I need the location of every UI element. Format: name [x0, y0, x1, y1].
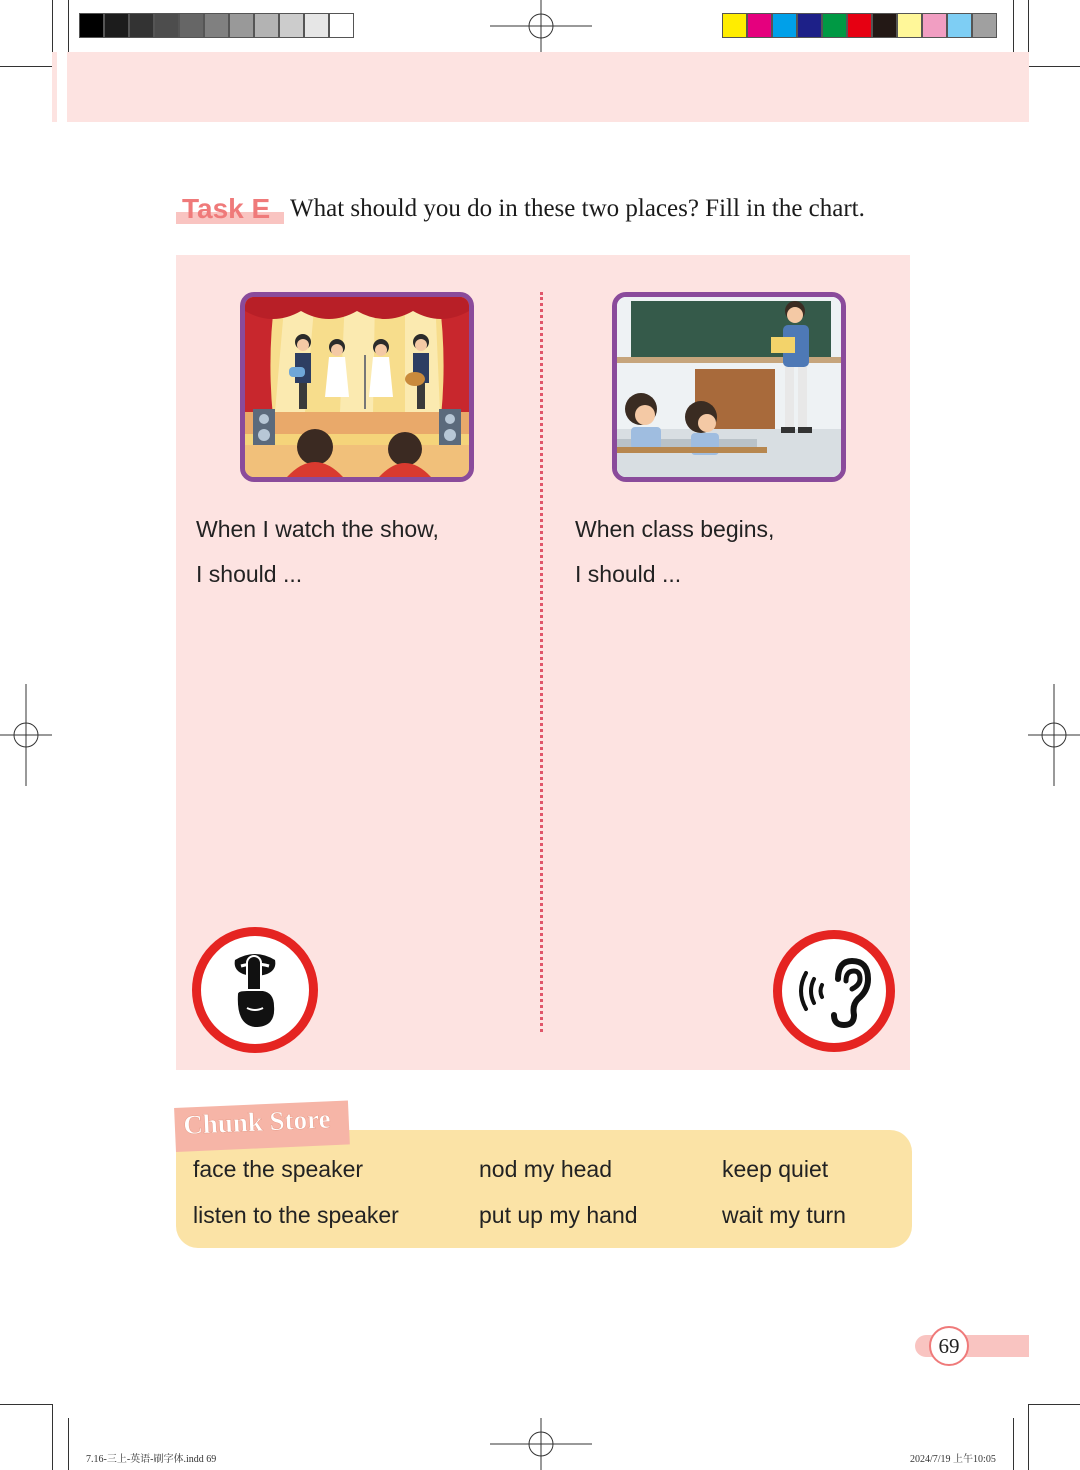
right-prompt-line-1: When class begins,: [575, 516, 775, 542]
chunk-store-box: [176, 1130, 912, 1248]
listen-ear-icon: [782, 939, 886, 1043]
task-instruction: What should you do in these two places? Fill in the chart.: [290, 195, 865, 222]
left-answer-area[interactable]: [190, 600, 520, 910]
footer-file-name: 7.16-三上-英语-刷字体.indd 69: [86, 1454, 217, 1465]
header-stripe: [57, 52, 67, 122]
right-answer-area[interactable]: [570, 600, 900, 910]
chunk-item: keep quiet: [722, 1156, 829, 1182]
registration-target-icon: [0, 684, 52, 786]
header-band: [52, 52, 1029, 122]
right-prompt-line-2: I should ...: [575, 561, 682, 587]
keep-quiet-sign: [192, 927, 318, 1053]
chunk-item: put up my hand: [479, 1202, 638, 1228]
listen-sign: [773, 930, 895, 1052]
chunk-item: nod my head: [479, 1156, 612, 1182]
left-prompt-line-1: When I watch the show,: [196, 516, 439, 542]
classroom-illustration: [612, 292, 846, 482]
quiet-finger-icon: [201, 936, 309, 1044]
chunk-item: face the speaker: [193, 1156, 364, 1182]
chunk-item: wait my turn: [722, 1202, 846, 1228]
registration-target-icon: [490, 1418, 592, 1470]
footer-timestamp: 2024/7/19 上午10:05: [910, 1454, 996, 1465]
column-divider: [540, 292, 543, 1032]
page-number: 69: [929, 1326, 969, 1366]
stage-show-illustration: [240, 292, 474, 482]
registration-target-icon: [1028, 684, 1080, 786]
left-prompt-line-2: I should ...: [196, 561, 303, 587]
chunk-item: listen to the speaker: [193, 1202, 399, 1228]
registration-target-icon: [490, 0, 592, 52]
task-tag: Task E: [182, 193, 271, 224]
chunk-store-label: Chunk Store: [182, 1103, 332, 1141]
